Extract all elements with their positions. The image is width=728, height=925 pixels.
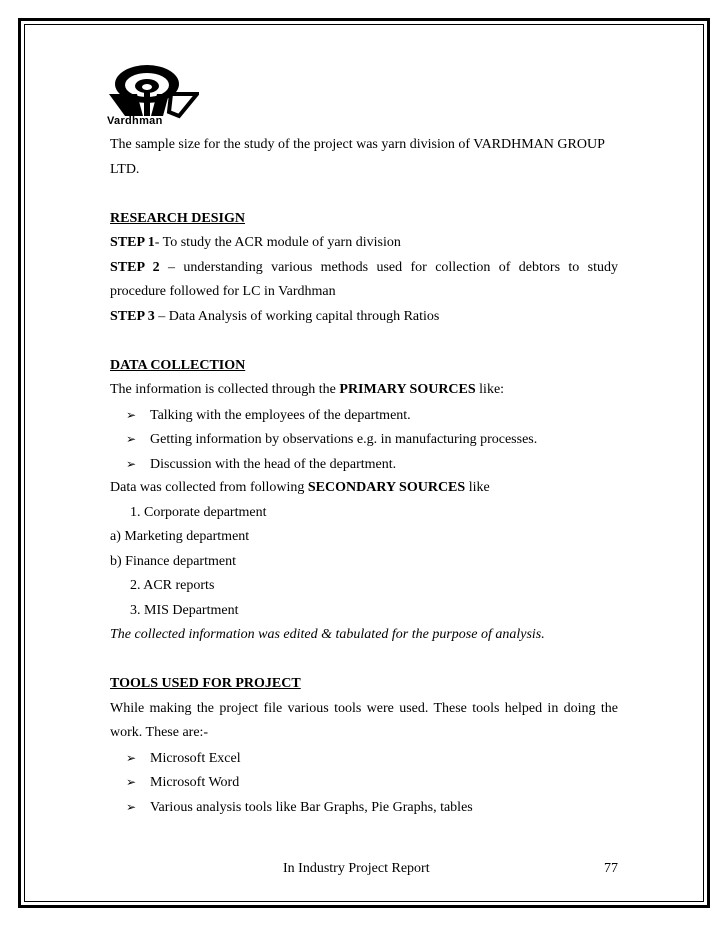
- logo-wordmark: Vardhman: [107, 115, 163, 127]
- tools-line-1: While making the project file various tools were used. These tools helped in doing the: [110, 700, 618, 716]
- tools-line-2: work. These are:-: [110, 725, 209, 740]
- intro-line-1: The sample size for the study of the project was yarn division of VARDHMAN GROUP: [110, 137, 605, 152]
- primary-sources-intro: The information is collected through the PRIMARY SOURCES like:: [110, 382, 505, 397]
- arrow-bullet-icon: ➢: [126, 775, 137, 789]
- step-2-continued: procedure followed for LC in Vardhman: [110, 284, 336, 299]
- arrow-bullet-icon: ➢: [126, 799, 137, 814]
- list-item: ➢ Discussion with the head of the department.: [110, 452, 618, 477]
- tools-heading: TOOLS USED FOR PROJECT: [110, 676, 301, 691]
- list-item: ➢ Various analysis tools like Bar Graphs, Pie Graphs, tables: [110, 795, 618, 820]
- arrow-bullet-icon: ➢: [126, 407, 137, 422]
- collection-note: The collected information was edited & tabulated for the purpose of analysis.: [110, 627, 545, 642]
- step-2: STEP 2 – understanding various methods used for collection of debtors to study: [110, 259, 618, 275]
- footer-title: In Industry Project Report: [283, 861, 430, 876]
- list-item: a) Marketing department: [110, 529, 250, 544]
- arrow-bullet-icon: ➢: [126, 456, 137, 471]
- page-number: 77: [604, 861, 618, 876]
- step-1: STEP 1- To study the ACR module of yarn division: [110, 235, 401, 250]
- list-item: ➢ Microsoft Excel: [110, 746, 618, 771]
- list-item: ➢ Microsoft Word: [110, 770, 618, 795]
- arrow-bullet-icon: ➢: [126, 432, 137, 446]
- research-design-heading: RESEARCH DESIGN: [110, 210, 245, 226]
- list-item: 1. Corporate department: [130, 504, 267, 520]
- list-item: 2. ACR reports: [130, 578, 215, 593]
- arrow-bullet-icon: ➢: [126, 750, 137, 765]
- step-3: STEP 3 – Data Analysis of working capital through Ratios: [110, 308, 440, 324]
- list-item: ➢ Talking with the employees of the department.: [110, 403, 618, 428]
- list-item: 3. MIS Department: [130, 602, 239, 618]
- list-item: ➢ Getting information by observations e.g. in manufacturing processes.: [110, 427, 618, 452]
- list-item: b) Finance department: [110, 553, 236, 569]
- intro-line-2: LTD.: [110, 161, 140, 177]
- page-content: [110, 133, 618, 819]
- data-collection-heading: DATA COLLECTION: [110, 357, 246, 373]
- secondary-sources-intro: Data was collected from following SECONDARY SOURCES like: [110, 480, 490, 495]
